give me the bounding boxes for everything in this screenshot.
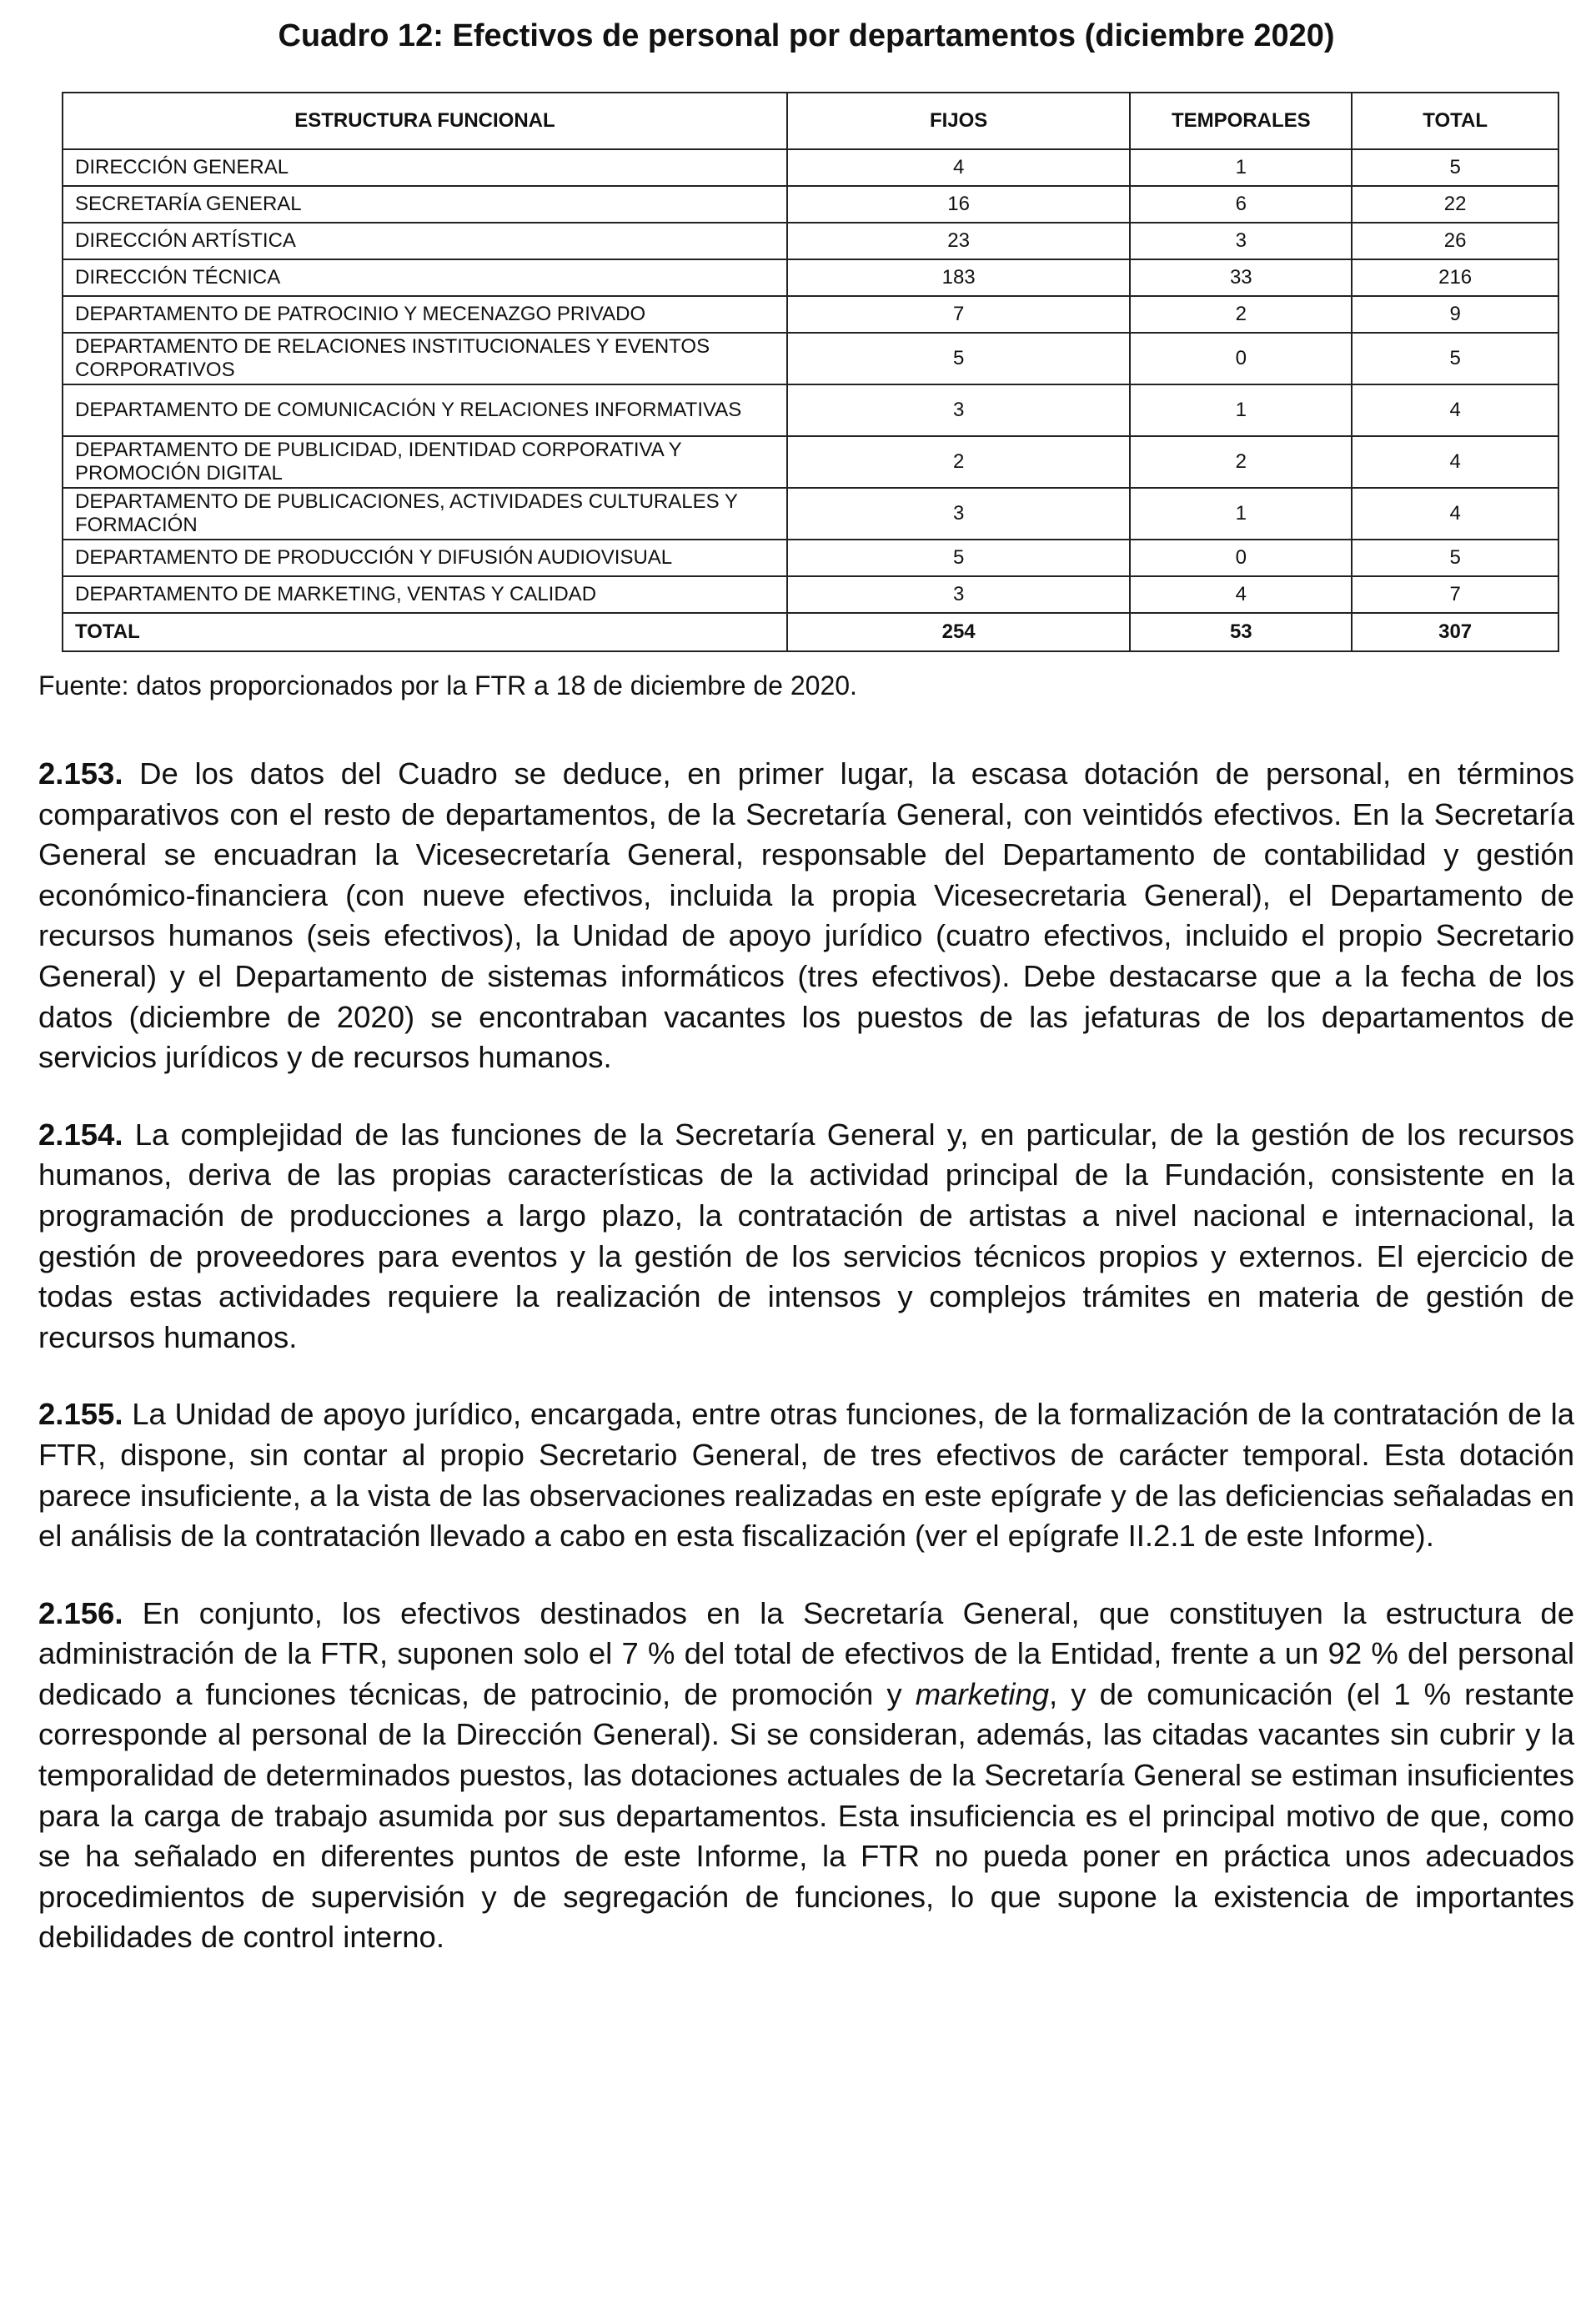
row-fijos: 5 (787, 540, 1130, 576)
table-row (63, 384, 1558, 436)
total-total: 307 (1352, 613, 1558, 651)
header-temporales: TEMPORALES (1130, 93, 1352, 149)
total-fijos: 254 (787, 613, 1130, 651)
row-total: 4 (1352, 488, 1558, 540)
table-row (63, 488, 1558, 540)
row-temporales: 6 (1130, 186, 1352, 223)
table-header-row (63, 93, 1558, 149)
paragraph-2-154 (38, 1115, 1574, 1358)
table-title: Cuadro 12: Efectivos de personal por departamentos (diciembre 2020) (278, 18, 1335, 53)
row-total: 5 (1352, 333, 1558, 384)
row-fijos: 23 (787, 223, 1130, 259)
row-name: DEPARTAMENTO DE PATROCINIO Y MECENAZGO PRIVADO (63, 296, 787, 333)
header-estructura: ESTRUCTURA FUNCIONAL (63, 93, 787, 149)
row-temporales: 0 (1130, 333, 1352, 384)
row-name: DEPARTAMENTO DE PRODUCCIÓN Y DIFUSIÓN AUDIOVISUAL (63, 540, 787, 576)
body-text (38, 754, 1574, 1995)
row-name: DIRECCIÓN ARTÍSTICA (63, 223, 787, 259)
row-name: SECRETARÍA GENERAL (63, 186, 787, 223)
paragraph-number: 2.154. (38, 1117, 123, 1152)
paragraph-2-155 (38, 1394, 1574, 1556)
row-name: DEPARTAMENTO DE MARKETING, VENTAS Y CALIDAD (63, 576, 787, 613)
row-name: DEPARTAMENTO DE RELACIONES INSTITUCIONALES Y EVENTOS CORPORATIVOS (63, 333, 787, 384)
table-source-note: Fuente: datos proporcionados por la FTR a 18 de diciembre de 2020. (38, 670, 857, 701)
row-total: 5 (1352, 149, 1558, 186)
paragraph-text: La complejidad de las funciones de la Secretaría General y, en particular, de la gestión de los recursos humanos, deriva de las propias características de la actividad principal de la Fundación, consistente en la programación de producciones a largo plazo, la contratación de artistas a nivel nacional e internacional, la gestión de proveedores para eventos y la gestión de los servicios técnicos propios y externos. El ejercicio de todas estas actividades requiere la realización de intensos y complejos trámites en materia de gestión de recursos humanos. (38, 1117, 1574, 1354)
paragraph-text: La Unidad de apoyo jurídico, encargada, entre otras funciones, de la formalización de la contratación de la FTR, dispone, sin contar al propio Secretario General, de tres efectivos de carácter temporal. Esta dotación parece insuficiente, a la vista de las observaciones realizadas en este epígrafe y de las deficiencias señaladas en el análisis de la contratación llevado a cabo en esta fiscalización (ver el epígrafe II.2.1 de este Informe). (38, 1397, 1574, 1554)
row-total: 4 (1352, 436, 1558, 488)
table-row (63, 296, 1558, 333)
paragraph-emphasis: marketing (915, 1676, 1050, 1711)
header-total: TOTAL (1352, 93, 1558, 149)
row-fijos: 7 (787, 296, 1130, 333)
row-fijos: 3 (787, 488, 1130, 540)
row-total: 22 (1352, 186, 1558, 223)
row-temporales: 1 (1130, 149, 1352, 186)
table-total-row (63, 613, 1558, 651)
total-temporales: 53 (1130, 613, 1352, 651)
table-row (63, 436, 1558, 488)
row-temporales: 1 (1130, 384, 1352, 436)
table-row (63, 223, 1558, 259)
row-total: 26 (1352, 223, 1558, 259)
row-temporales: 33 (1130, 259, 1352, 296)
row-temporales: 0 (1130, 540, 1352, 576)
row-total: 7 (1352, 576, 1558, 613)
paragraph-2-153 (38, 754, 1574, 1078)
row-total: 4 (1352, 384, 1558, 436)
document-page (37, 0, 1576, 1955)
row-fijos: 3 (787, 384, 1130, 436)
table-row (63, 259, 1558, 296)
staff-table (62, 92, 1559, 652)
row-fijos: 2 (787, 436, 1130, 488)
row-total: 5 (1352, 540, 1558, 576)
row-fijos: 183 (787, 259, 1130, 296)
paragraph-text: , y de comunicación (el 1 % restante corresponde al personal de la Dirección General). Si se consideran, además, las citadas vacantes sin cubrir y la temporalidad de determinados puestos, las dotaciones actuales de la Secretaría General se estiman insuficientes para la carga de trabajo asumida por sus departamentos. Esta insuficiencia es el principal motivo de que, como se ha señalado en diferentes puntos de este Informe, la FTR no pueda poner en práctica unos adecuados procedimientos de supervisión y de segregación de funciones, lo que supone la existencia de importantes debilidades de control interno. (38, 1676, 1574, 1955)
table-row (63, 576, 1558, 613)
row-total: 9 (1352, 296, 1558, 333)
row-fijos: 5 (787, 333, 1130, 384)
row-temporales: 4 (1130, 576, 1352, 613)
paragraph-number: 2.155. (38, 1397, 123, 1432)
row-temporales: 2 (1130, 296, 1352, 333)
total-label: TOTAL (63, 613, 787, 651)
row-temporales: 1 (1130, 488, 1352, 540)
table-row (63, 186, 1558, 223)
row-fijos: 4 (787, 149, 1130, 186)
paragraph-2-156 (38, 1594, 1574, 1958)
row-fijos: 3 (787, 576, 1130, 613)
row-name: DEPARTAMENTO DE PUBLICIDAD, IDENTIDAD CORPORATIVA Y PROMOCIÓN DIGITAL (63, 436, 787, 488)
paragraph-text: En conjunto, los efectivos destinados en la Secretaría General, que constituyen la estructura de administración de la FTR, suponen solo el 7 % del total de efectivos de la Entidad, frente a un 92 % del personal dedicado a funciones técnicas, de patrocinio, de promoción y (38, 1595, 1574, 1711)
row-temporales: 3 (1130, 223, 1352, 259)
row-total: 216 (1352, 259, 1558, 296)
table-row (63, 333, 1558, 384)
table-row (63, 540, 1558, 576)
row-name: DIRECCIÓN GENERAL (63, 149, 787, 186)
row-name: DEPARTAMENTO DE PUBLICACIONES, ACTIVIDADES CULTURALES Y FORMACIÓN (63, 488, 787, 540)
row-name: DEPARTAMENTO DE COMUNICACIÓN Y RELACIONES INFORMATIVAS (63, 384, 787, 436)
table-row (63, 149, 1558, 186)
paragraph-number: 2.156. (38, 1595, 123, 1630)
paragraph-number: 2.153. (38, 756, 123, 791)
row-fijos: 16 (787, 186, 1130, 223)
header-fijos: FIJOS (787, 93, 1130, 149)
paragraph-text: De los datos del Cuadro se deduce, en primer lugar, la escasa dotación de personal, en términos comparativos con el resto de departamentos, de la Secretaría General, con veintidós efectivos. En la Secretaría General se encuadran la Vicesecretaría General, responsable del Departamento de contabilidad y gestión económico-financiera (con nueve efectivos, incluida la propia Vicesecretaria General), el Departamento de recursos humanos (seis efectivos), la Unidad de apoyo jurídico (cuatro efectivos, incluido el propio Secretario General) y el Departamento de sistemas informáticos (tres efectivos). Debe destacarse que a la fecha de los datos (diciembre de 2020) se encontraban vacantes los puestos de las jefaturas de los departamentos de servicios jurídicos y de recursos humanos. (38, 756, 1574, 1075)
row-name: DIRECCIÓN TÉCNICA (63, 259, 787, 296)
row-temporales: 2 (1130, 436, 1352, 488)
